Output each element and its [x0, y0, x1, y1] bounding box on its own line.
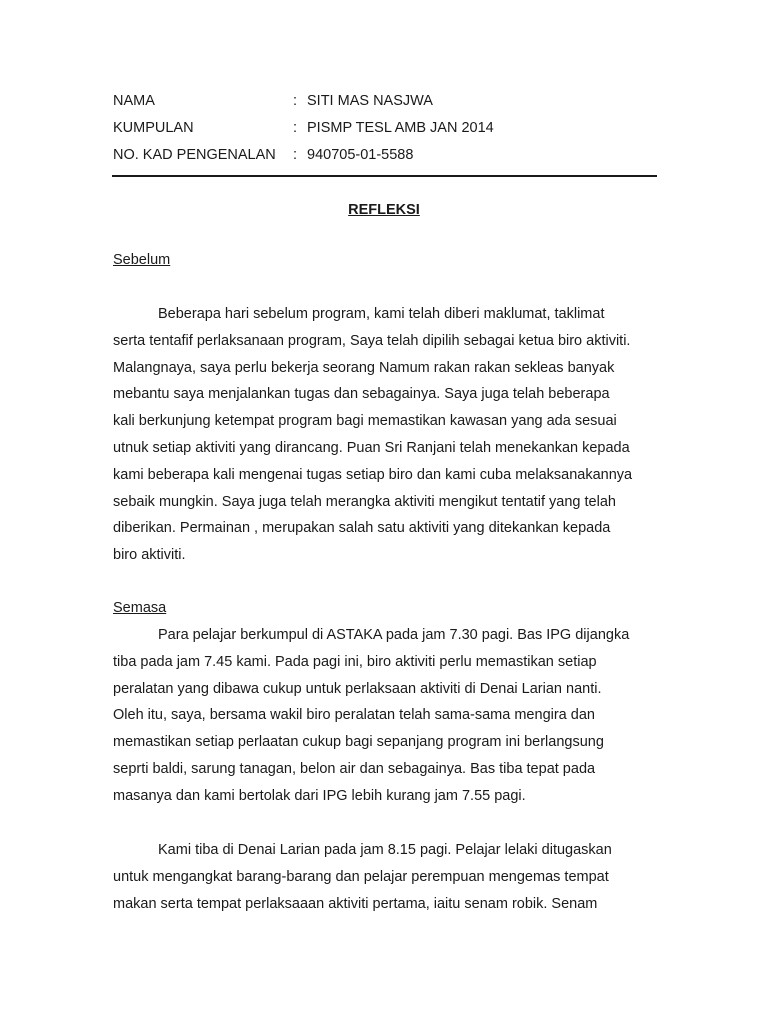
header-value: SITI MAS NASJWA [307, 93, 433, 109]
paragraph-line: diberikan. Permainan , merupakan salah satu aktiviti yang ditekankan kepada [113, 520, 611, 537]
paragraph-line: sebaik mungkin. Saya juga telah merangka aktiviti mengikut tentatif yang telah [113, 493, 616, 510]
paragraph-line: untuk mengangkat barang-barang dan pelajar perempuan mengemas tempat [113, 868, 609, 885]
paragraph-line: kali berkunjung ketempat program bagi memastikan kawasan yang ada sesuai [113, 413, 617, 430]
paragraph-line: Para pelajar berkumpul di ASTAKA pada jam 7.30 pagi. Bas IPG dijangka [158, 627, 630, 643]
section-heading-sebelum: Sebelum [113, 252, 171, 268]
paragraph-semasa-2 [113, 837, 658, 917]
header-row-no-kad [113, 144, 673, 171]
paragraph-line: mebantu saya menjalankan tugas dan sebagainya. Saya juga telah beberapa [113, 386, 610, 403]
paragraph-line: Kami tiba di Denai Larian pada jam 8.15 pagi. Pelajar lelaki ditugaskan [158, 842, 612, 858]
paragraph-line: peralatan yang dibawa cukup untuk perlaksaan aktiviti di Denai Larian nanti. [113, 680, 602, 697]
paragraph-line: serta tentafif perlaksanaan program, Saya telah dipilih sebagai ketua biro aktiviti. [113, 332, 631, 349]
paragraph-line: Malangnaya, saya perlu bekerja seorang Namum rakan rakan sekleas banyak [113, 359, 615, 376]
paragraph-line: Oleh itu, saya, bersama wakil biro peralatan telah sama-sama mengira dan [113, 707, 595, 724]
paragraph-semasa-1 [113, 622, 658, 810]
header-colon: : [293, 147, 298, 163]
document-title: REFLEKSI [348, 202, 420, 218]
header-colon: : [293, 120, 298, 136]
header-label: NAMA [113, 93, 155, 109]
paragraph-line: kami beberapa kali mengenai tugas setiap biro dan kami cuba melaksanakannya [113, 466, 633, 483]
paragraph-line: makan serta tempat perlaksaaan aktiviti pertama, iaitu senam robik. Senam [113, 895, 598, 912]
paragraph-line: seprti baldi, sarung tanagan, belon air dan sebagainya. Bas tiba tepat pada [113, 760, 596, 777]
header-divider [112, 175, 657, 177]
student-info-header [113, 90, 673, 171]
header-label: KUMPULAN [113, 120, 194, 136]
paragraph-line: utnuk setiap aktiviti yang dirancang. Puan Sri Ranjani telah menekankan kepada [113, 439, 630, 456]
paragraph-line: memastikan setiap perlaatan cukup bagi sepanjang program ini berlangsung [113, 734, 604, 751]
paragraph-line: Beberapa hari sebelum program, kami telah diberi maklumat, taklimat [158, 306, 605, 322]
header-row-nama [113, 90, 673, 117]
header-label: NO. KAD PENGENALAN [113, 147, 276, 163]
paragraph-sebelum [113, 301, 658, 569]
header-value: 940705-01-5588 [307, 147, 414, 163]
section-heading-semasa: Semasa [113, 600, 167, 616]
header-colon: : [293, 93, 298, 109]
header-value: PISMP TESL AMB JAN 2014 [307, 120, 494, 136]
paragraph-line: masanya dan kami bertolak dari IPG lebih kurang jam 7.55 pagi. [113, 787, 526, 804]
paragraph-line: tiba pada jam 7.45 kami. Pada pagi ini, biro aktiviti perlu memastikan setiap [113, 653, 597, 670]
header-row-kumpulan [113, 117, 673, 144]
paragraph-line: biro aktiviti. [113, 547, 186, 564]
